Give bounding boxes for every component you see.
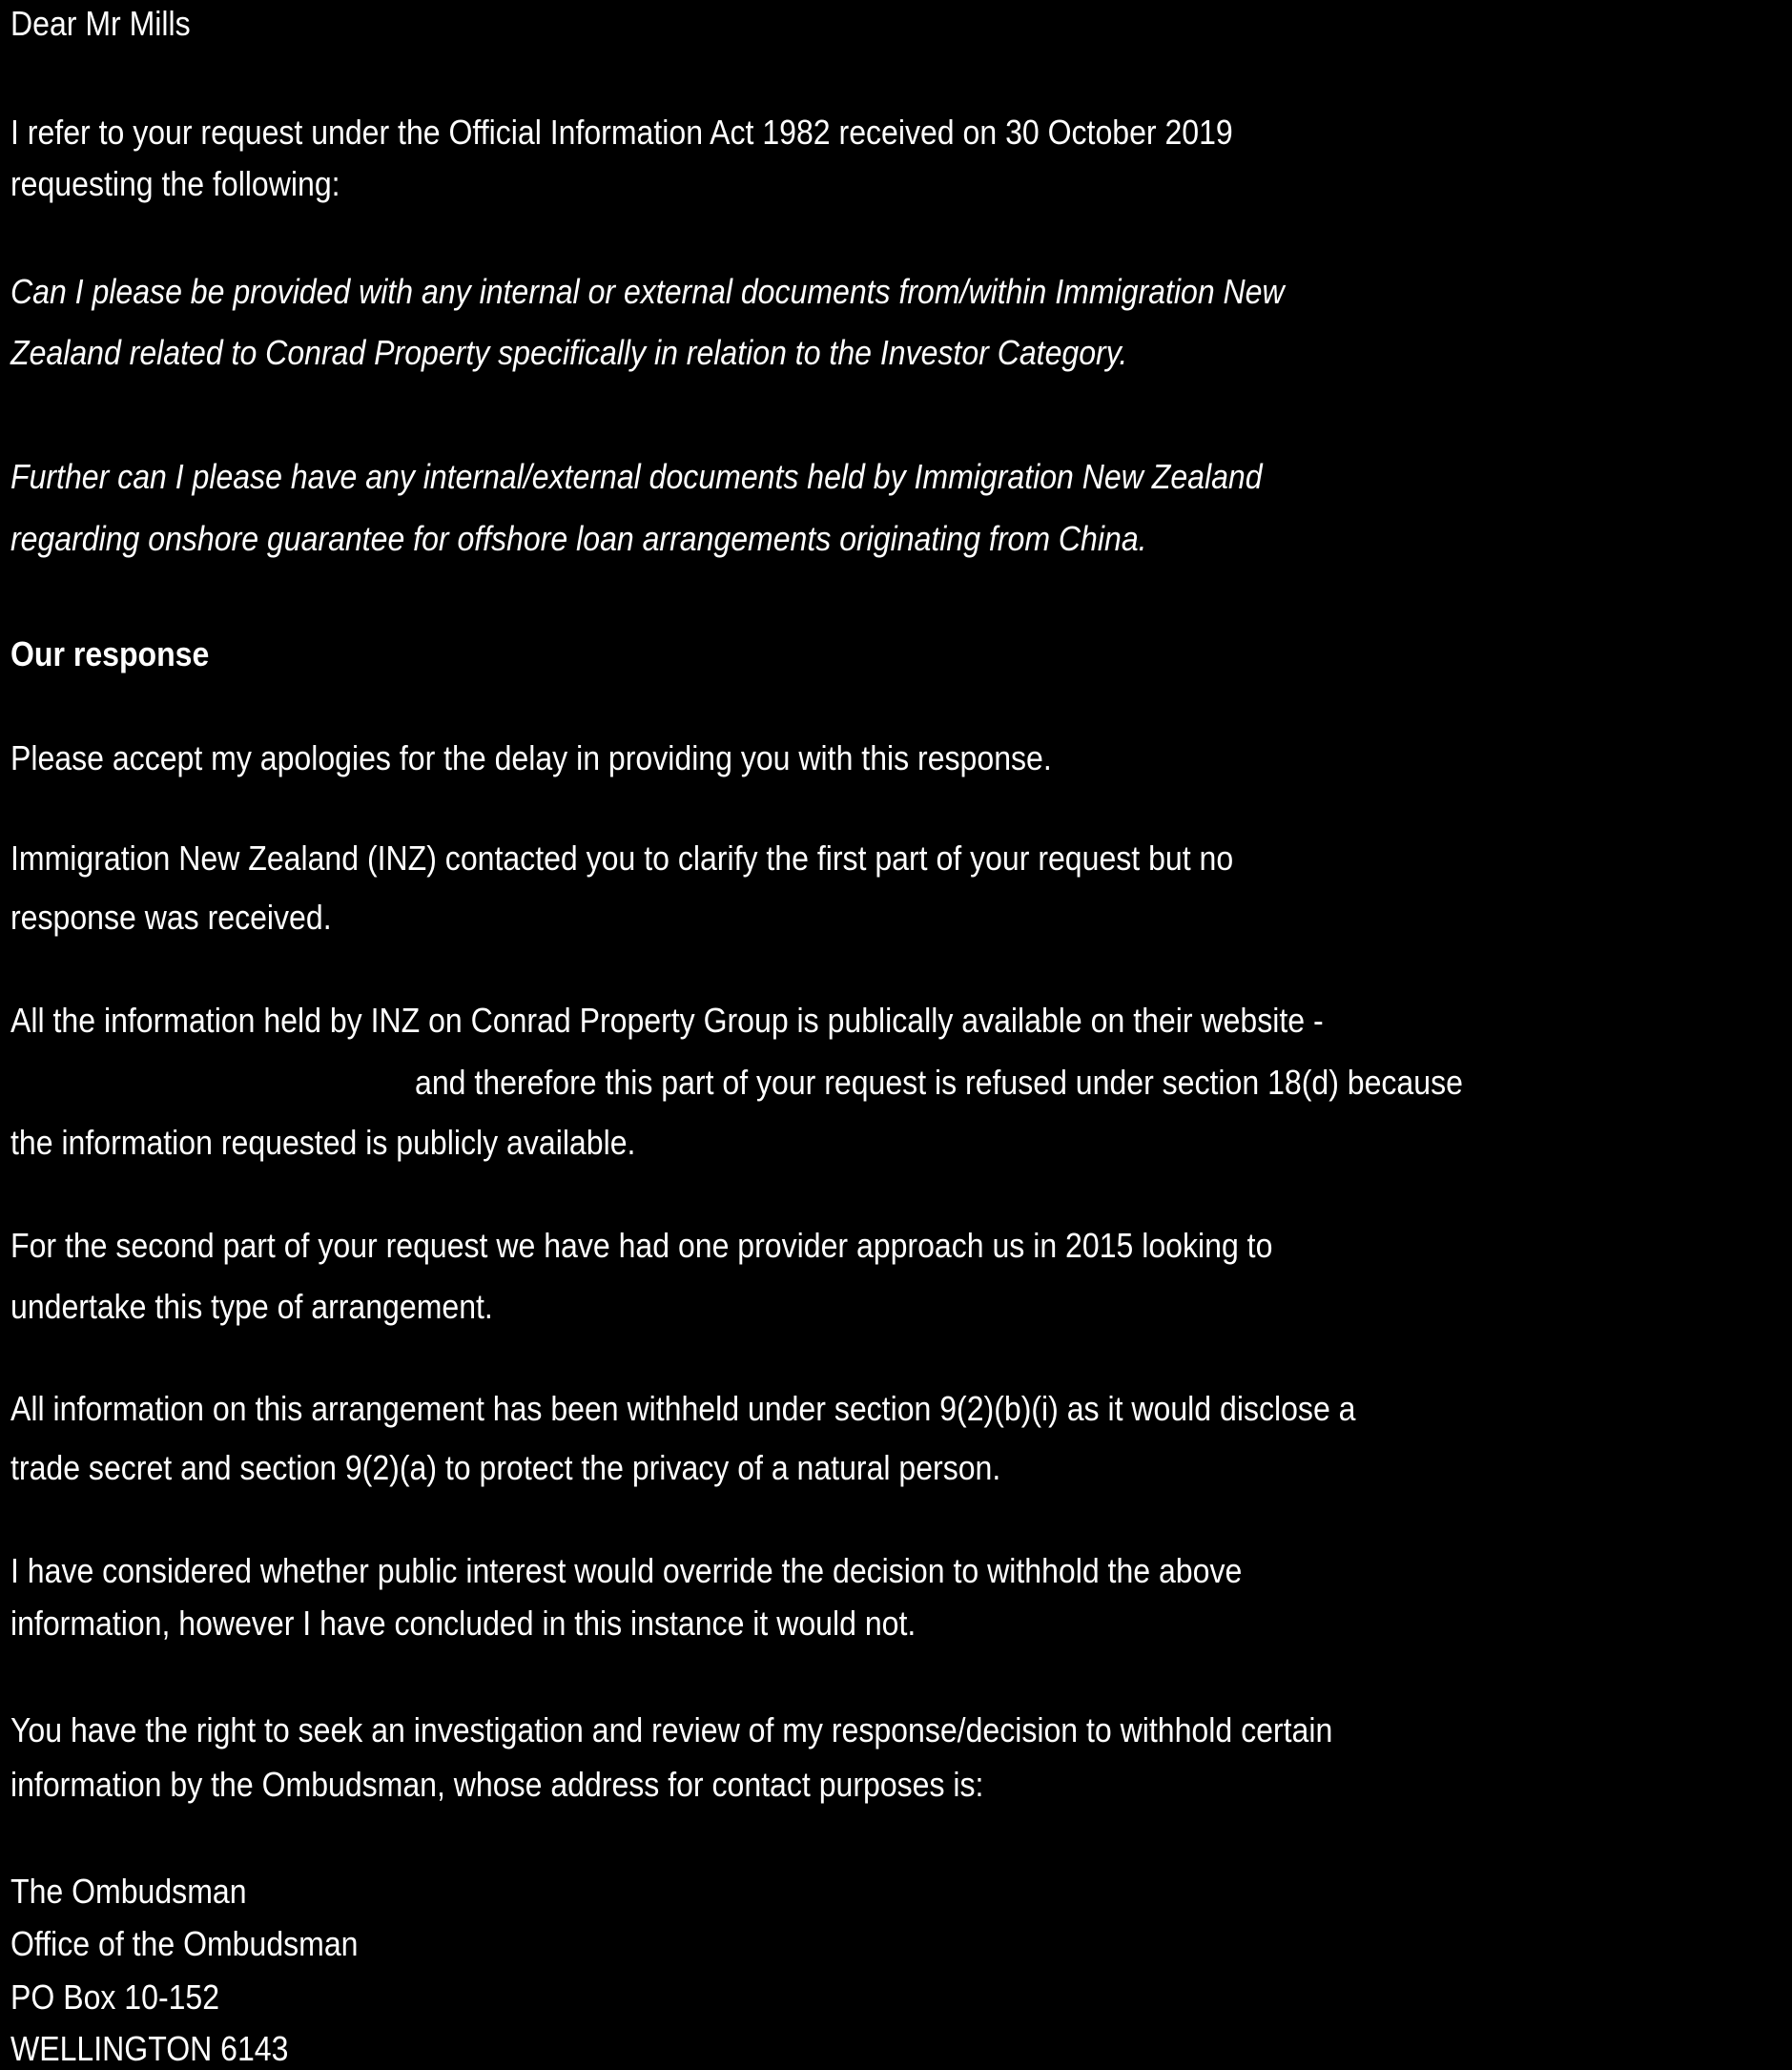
request-quote-line: Zealand related to Conrad Property specifically in relation to the Investor Category. [10,333,1128,372]
request-quote-line: regarding onshore guarantee for offshore loan arrangements originating from China. [10,519,1147,558]
second-part-line: undertake this type of arrangement. [10,1287,493,1326]
review-line: information by the Ombudsman, whose address for contact purposes is: [10,1765,984,1804]
intro-line: requesting the following: [10,164,340,203]
withheld-line: All information on this arrangement has been withheld under section 9(2)(b)(i) as it would disclose a [10,1389,1356,1428]
salutation: Dear Mr Mills [10,4,191,43]
request-quote-line: Can I please be provided with any internal or external documents from/within Immigration New [10,272,1285,311]
response-heading: Our response [10,634,210,673]
apology-text: Please accept my apologies for the delay in providing you with this response. [10,738,1052,777]
second-part-line: For the second part of your request we have had one provider approach us in 2015 looking to [10,1226,1273,1265]
address-line: PO Box 10-152 [10,1977,220,2017]
address-line: WELLINGTON 6143 [10,2029,289,2068]
withheld-line: trade secret and section 9(2)(a) to protect the privacy of a natural person. [10,1448,1001,1487]
review-line: You have the right to seek an investigation and review of my response/decision to withhold certain [10,1710,1333,1749]
public-interest-line: information, however I have concluded in this instance it would not. [10,1604,917,1643]
clarify-line: response was received. [10,898,332,937]
public-info-line: the information requested is publicly available. [10,1123,636,1162]
public-info-line: All the information held by INZ on Conrad Property Group is publically available on their website - [10,1001,1324,1040]
intro-line: I refer to your request under the Official Information Act 1982 received on 30 October 2019 [10,113,1233,152]
clarify-line: Immigration New Zealand (INZ) contacted you to clarify the first part of your request but no [10,838,1234,878]
address-line: The Ombudsman [10,1872,247,1911]
public-interest-line: I have considered whether public interest would override the decision to withhold the above [10,1551,1243,1590]
address-line: Office of the Ombudsman [10,1924,359,1963]
public-info-line: and therefore this part of your request is refused under section 18(d) because [415,1063,1463,1102]
request-quote-line: Further can I please have any internal/external documents held by Immigration New Zealand [10,457,1263,496]
